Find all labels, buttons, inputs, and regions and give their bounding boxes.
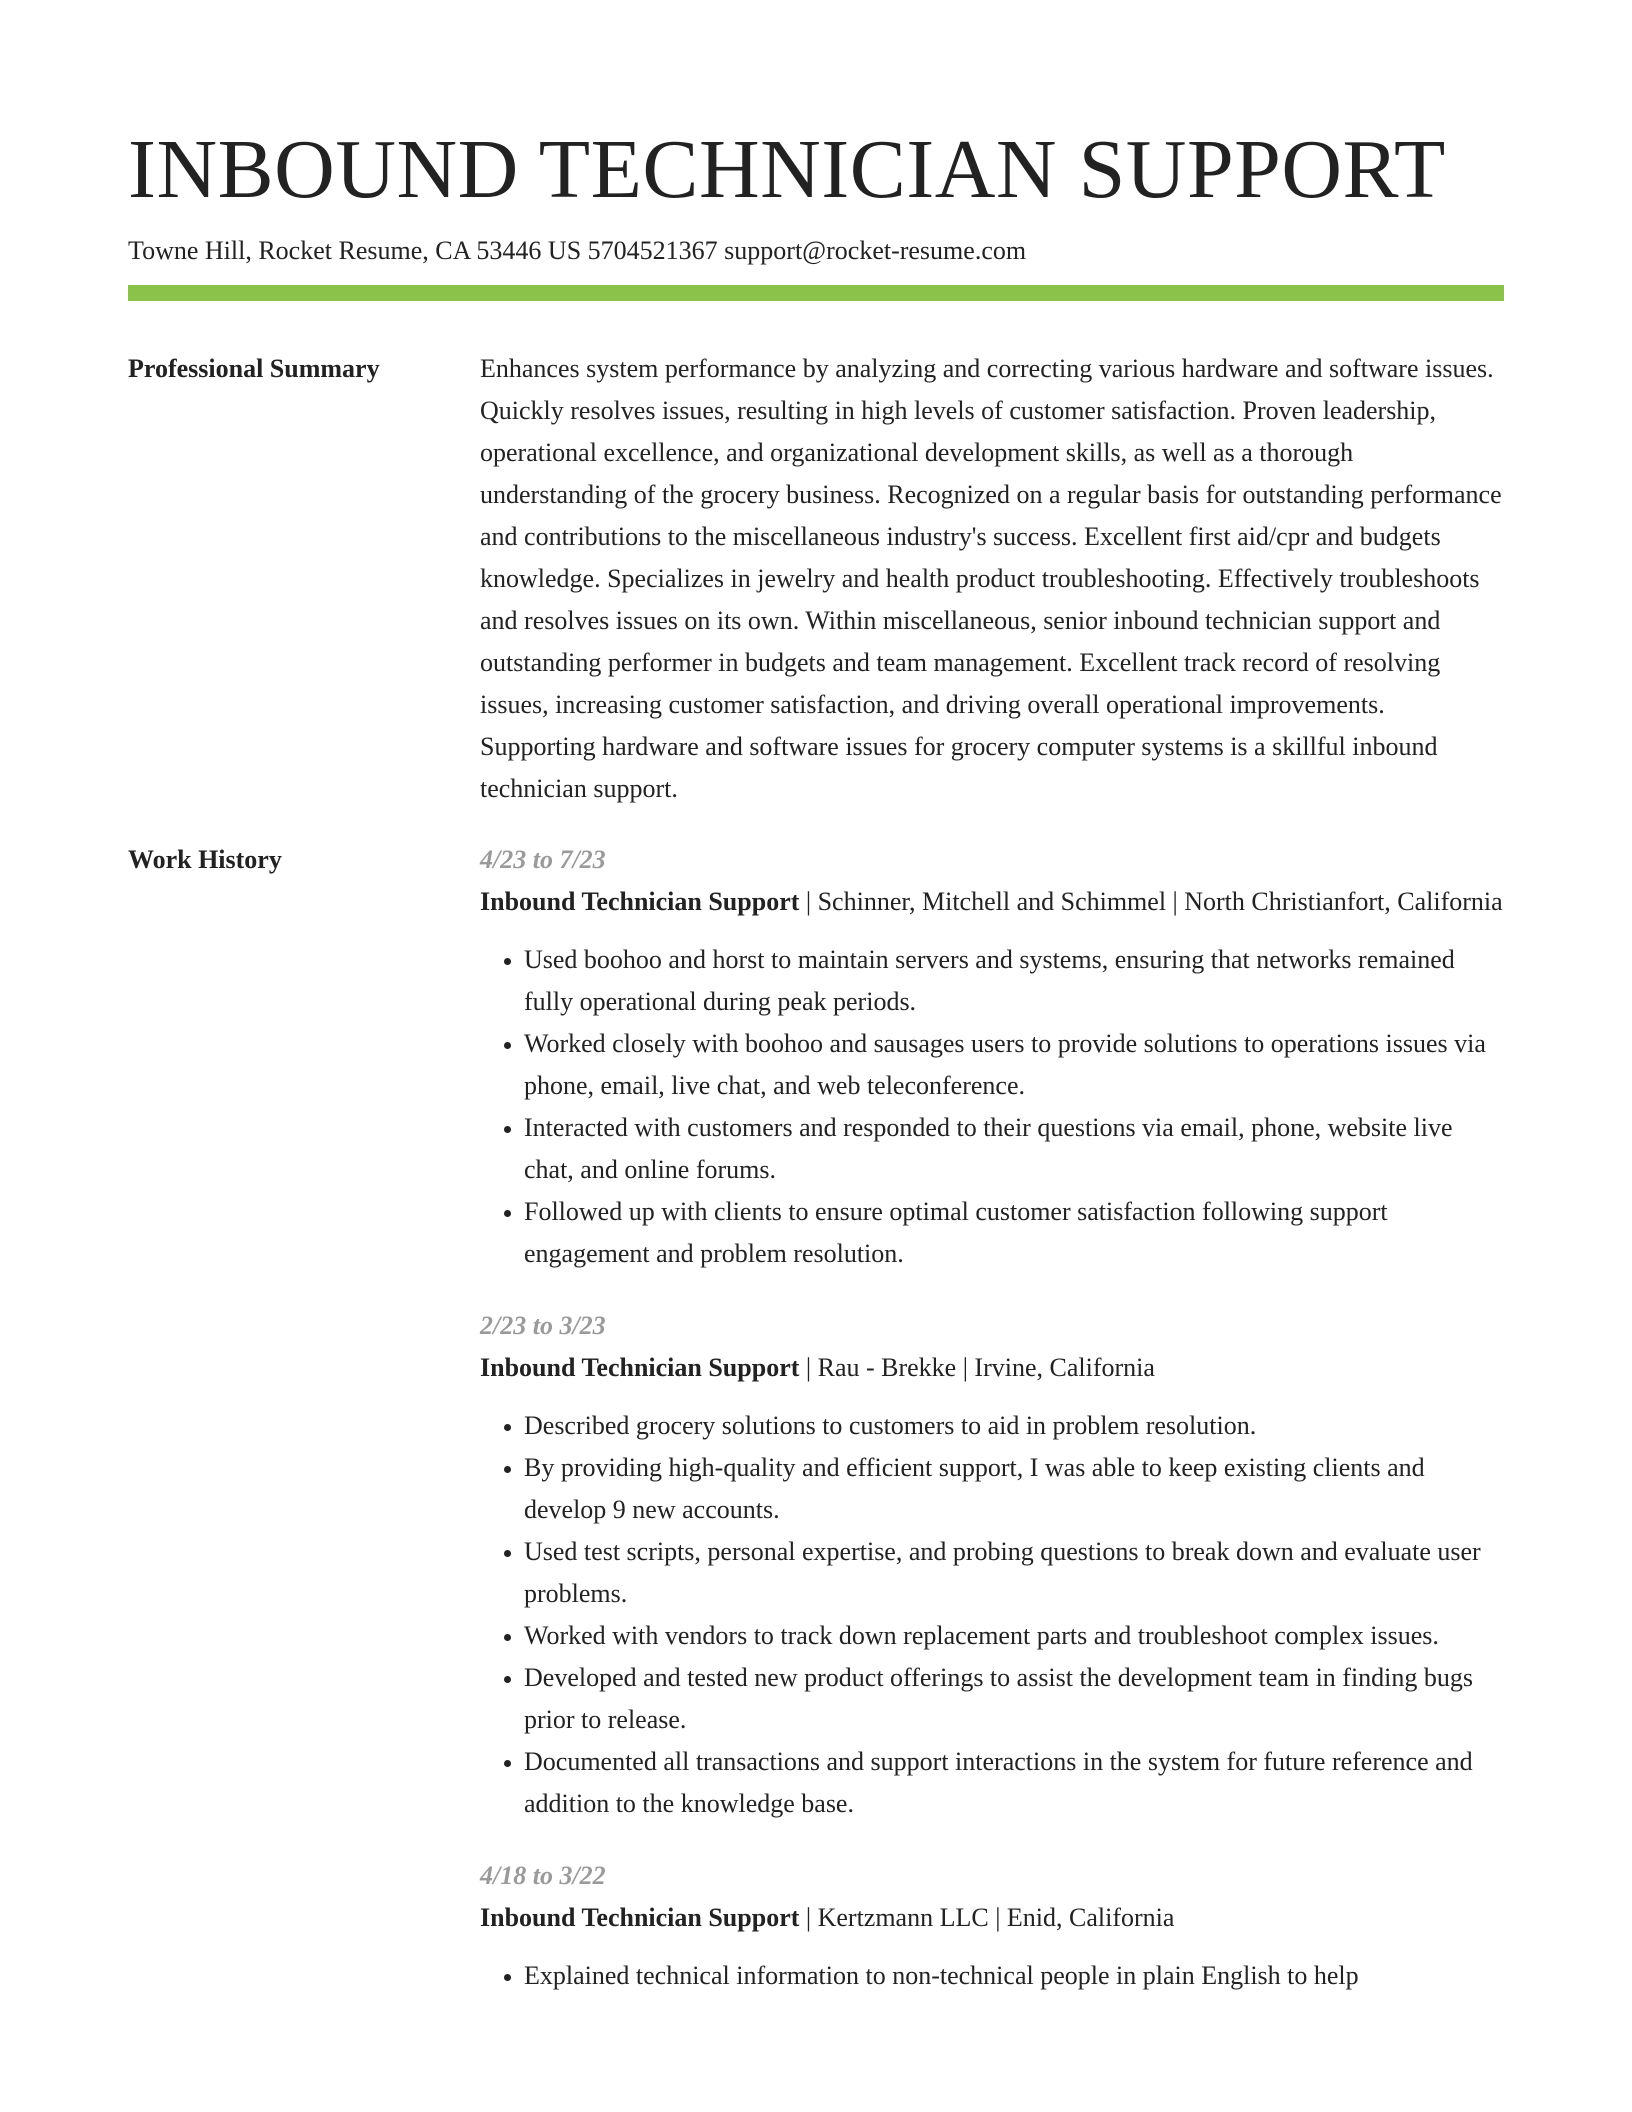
job-bullet: • Worked closely with boohoo and sausages users to provide solutions to operations issues via phone, email, live chat, and web teleconference. [524, 1023, 1504, 1107]
work-history-body [480, 839, 1504, 2027]
summary-body [480, 348, 1504, 810]
job-bullet: • Documented all transactions and support interactions in the system for future reference and addition to the knowledge base. [524, 1741, 1504, 1825]
work-history-heading: Work History [128, 845, 282, 874]
job-details: | Rau - Brekke | Irvine, California [799, 1353, 1155, 1382]
resume-page [128, 120, 1504, 2027]
job-heading [480, 881, 1504, 923]
contact-phone: 5704521367 [587, 236, 718, 265]
job-entry [480, 839, 1504, 1275]
job-bullets [480, 1955, 1504, 1997]
job-bullet: • By providing high-quality and efficient support, I was able to keep existing clients and develop 9 new accounts. [524, 1447, 1504, 1531]
job-title: Inbound Technician Support [480, 1353, 800, 1382]
job-bullets [480, 1405, 1504, 1825]
job-bullet: • Described grocery solutions to customers to aid in problem resolution. [524, 1405, 1504, 1447]
job-dates: 4/18 to 3/22 [480, 1861, 606, 1890]
job-entry [480, 1305, 1504, 1825]
job-heading [480, 1347, 1504, 1389]
job-dates: 2/23 to 3/23 [480, 1311, 606, 1340]
header-divider [128, 285, 1504, 301]
job-bullet: • Worked with vendors to track down replacement parts and troubleshoot complex issues. [524, 1615, 1504, 1657]
job-bullet: • Explained technical information to non-technical people in plain English to help [524, 1955, 1504, 1997]
job-bullet: • Interacted with customers and responded to their questions via email, phone, website live chat, and online forums. [524, 1107, 1504, 1191]
contact-line [128, 232, 1504, 270]
job-bullet: • Developed and tested new product offerings to assist the development team in finding bugs prior to release. [524, 1657, 1504, 1741]
job-details: | Schinner, Mitchell and Schimmel | North Christianfort, California [799, 887, 1503, 916]
job-bullet: • Used boohoo and horst to maintain servers and systems, ensuring that networks remained fully operational during peak periods. [524, 939, 1504, 1023]
job-entry [480, 1855, 1504, 1997]
job-details: | Kertzmann LLC | Enid, California [799, 1903, 1175, 1932]
job-bullet: • Used test scripts, personal expertise, and probing questions to break down and evaluate user problems. [524, 1531, 1504, 1615]
summary-text: Enhances system performance by analyzing and correcting various hardware and software issues. Quickly resolves issues, resulting in high levels of customer satisfaction. Proven leadership, operational excellence, and organizational development skills, as well as a thorough understanding of the grocery business. Recognized on a regular basis for outstanding performance and contributions to the miscellaneous industry's success. Excellent first aid/cpr and budgets knowledge. Specializes in jewelry and health product troubleshooting. Effectively troubleshoots and resolves issues on its own. Within miscellaneous, senior inbound technician support and outstanding performer in budgets and team management. Excellent track record of resolving issues, increasing customer satisfaction, and driving overall operational improvements. Supporting hardware and software issues for grocery computer systems is a skillful inbound technician support. [480, 354, 1502, 803]
candidate-name: INBOUND TECHNICIAN SUPPORT [128, 123, 1446, 216]
work-history-section [128, 839, 1504, 2027]
job-title: Inbound Technician Support [480, 1903, 800, 1932]
contact-email: support@rocket-resume.com [724, 236, 1027, 265]
contact-address: Towne Hill, Rocket Resume, CA 53446 US [128, 236, 582, 265]
job-bullet: • Followed up with clients to ensure optimal customer satisfaction following support engagement and problem resolution. [524, 1191, 1504, 1275]
job-heading [480, 1897, 1504, 1939]
job-dates: 4/23 to 7/23 [480, 845, 606, 874]
summary-section [128, 348, 1504, 810]
job-bullets [480, 939, 1504, 1275]
summary-heading: Professional Summary [128, 354, 380, 383]
job-title: Inbound Technician Support [480, 887, 800, 916]
